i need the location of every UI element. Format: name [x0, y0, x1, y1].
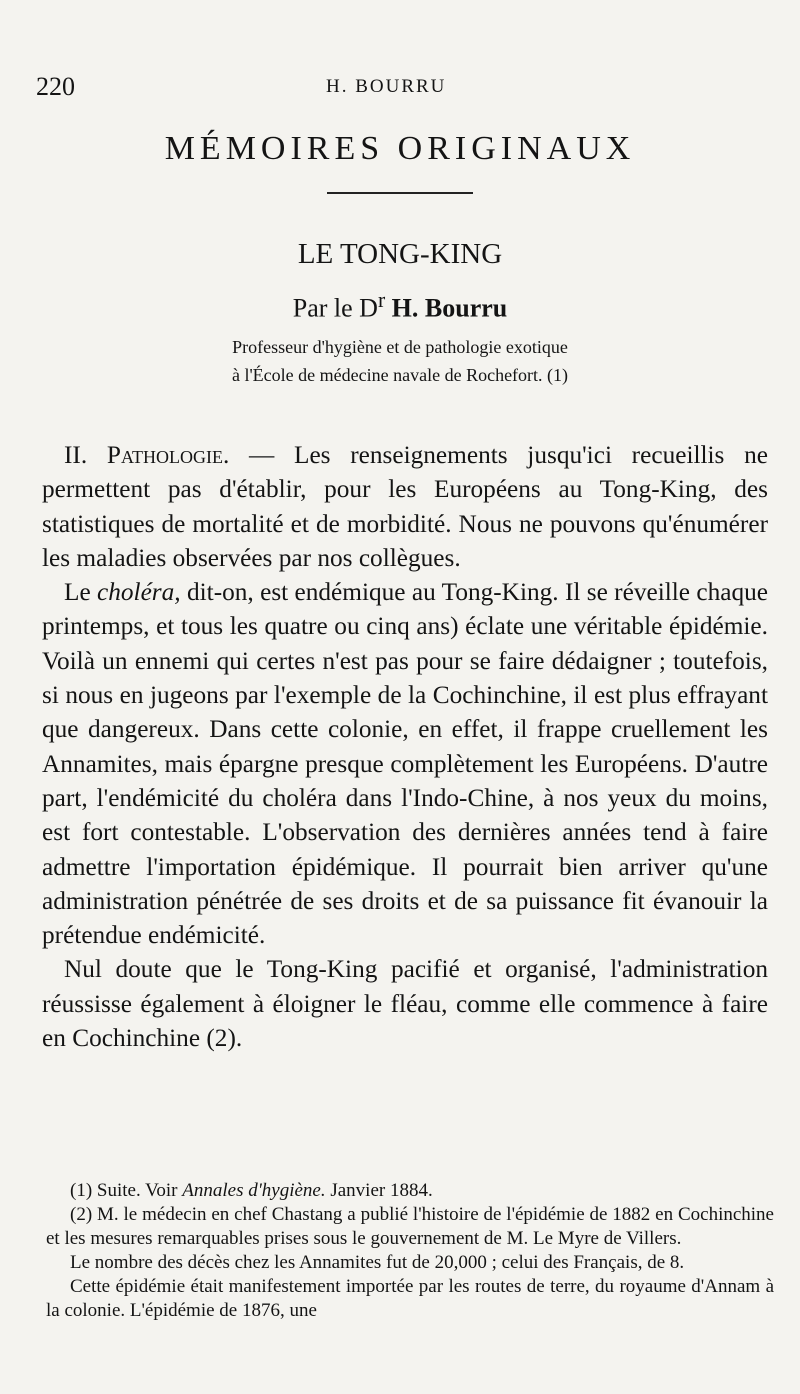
byline — [0, 288, 800, 324]
section-heading: Pathologie. — [106, 441, 230, 469]
affiliation-line-2: à l'École de médecine navale de Rochefort. (1) — [231, 365, 569, 385]
section-title: MÉMOIRES ORIGINAUX — [164, 130, 636, 167]
paragraph-text: dit-on, est endémique au Tong-King. Il se réveille chaque printemps, et tous les quatre ou cinq ans) éclate une véritable épidémie. Voilà un ennemi qui certes n'est pas pour se faire dédaigner ; toutefois, si nous en jugeons par l'exemple de la Cochinchine, il est plus effrayant que dangereux. Dans cette colonie, en effet, il frappe cruellement les Annamites, mais épargne presque complètement les Européens. D'autre part, l'endémicité du choléra dans l'Indo-Chine, à nos yeux du moins, est fort contestable. L'observation des dernières années tend à faire admettre l'importation épidémique. Il pourrait bien arriver qu'une administration pénétrée de ses droits et de sa puissance fit évanouir la prétendue endémicité. — [42, 578, 768, 950]
footnotes — [46, 1179, 774, 1323]
section-number: II. — [64, 441, 107, 469]
byline-sup: r — [377, 288, 386, 312]
title-rule — [327, 192, 473, 194]
article-body — [42, 438, 768, 1055]
footnote-1 — [46, 1179, 774, 1203]
paragraph-conclusion — [42, 952, 768, 1055]
footnote-2-continued: Le nombre des décès chez les Annamites fut de 20,000 ; celui des Français, de 8. — [70, 1252, 685, 1273]
paragraph-pathologie — [42, 438, 768, 575]
footnote-2-continued-2: Cette épidémie était manifestement importée par les routes de terre, du royaume d'Annam à la colonie. L'épidémie de 1876, une — [46, 1276, 774, 1321]
footnote-2: (2) M. le médecin en chef Chastang a publié l'histoire de l'épidémie de 1882 en Cochinchine et les mesures remarquables prises sous le gouvernement de M. Le Myre de Villers. — [46, 1204, 774, 1249]
emphasis-cholera: choléra, — [97, 578, 181, 607]
article-title: LE TONG-KING — [297, 238, 503, 270]
paragraph-start: Le — [64, 578, 98, 607]
byline-prefix: Par le D — [292, 293, 378, 323]
footnote-text: Janvier 1884. — [325, 1180, 433, 1201]
author-name: H. Bourru — [391, 293, 508, 323]
paragraph-text: Nul doute que le Tong-King pacifié et organisé, l'administration réussisse également à éloigner le fléau, comme elle commence à faire en Cochinchine (2). — [42, 955, 768, 1053]
running-author: H. BOURRU — [326, 76, 447, 97]
page-number: 220 — [36, 72, 75, 101]
affiliation-line-1: Professeur d'hygiène et de pathologie exotique — [232, 337, 568, 357]
paragraph-text: — Les renseignements jusqu'ici recueillis ne permettent pas d'établir, pour les Européens au Tong-King, des statistiques de mortalité et de morbidité. Nous ne pouvons qu'énumérer les maladies observées par nos collègues. — [42, 441, 768, 572]
running-head — [36, 72, 760, 102]
footnote-journal-title: Annales d'hygiène. — [182, 1180, 326, 1201]
paragraph-cholera — [42, 575, 768, 952]
footnote-text: (1) Suite. Voir — [70, 1180, 183, 1201]
